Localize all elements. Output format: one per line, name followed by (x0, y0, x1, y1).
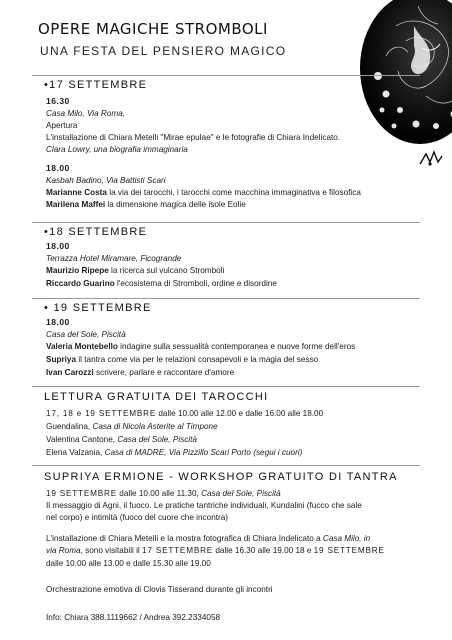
day1-date: •17 SETTEMBRE (44, 79, 148, 91)
speaker-name: Maurizio Ripepe (46, 266, 109, 275)
day1-speaker (46, 199, 246, 210)
day1-event1-line: Clara Lowry, una biografia immaginaria (46, 145, 188, 154)
day3-place: Casa del Sole, Piscità (46, 330, 126, 339)
tarot-reader: Guendalina, Casa di Nicola Asterite al Timpone (46, 422, 218, 431)
tantra-date: 19 SETTEMBRE dalle 10.00 alle 11.30, Casa del Sole, Piscità (46, 489, 281, 498)
speaker-name: Valeria Montebello (46, 342, 118, 351)
speaker-topic: la dimensione magica delle isole Eolie (105, 200, 246, 209)
tantra-heading: SUPRIYA ERMIONE - WORKSHOP GRATUITO DI TANTRA (44, 471, 398, 483)
day2-place: Terrazza Hotel Miramare, Ficogrande (46, 254, 182, 263)
tarot-reader: Valentina Cantone, Casa del Sole, Piscità (46, 435, 197, 444)
installation-info: via Roma, sono visitabili il 17 SETTEMBRE dalle 16.30 alle 19.00 18 e 19 SETTEMBRE (46, 546, 385, 555)
day1-event2-place: Kasbah Badino, Via Battisti Scari (46, 176, 166, 185)
speaker-topic: la ricerca sul vulcano Stromboli (108, 266, 225, 275)
day3-speaker (46, 367, 234, 378)
speaker-name: Marianne Costa (46, 188, 107, 197)
speaker-topic: il tantra come via per le relazioni consapevoli e la magia del sesso (76, 355, 319, 364)
day2-time: 18.00 (46, 241, 70, 251)
divider (32, 75, 420, 76)
day1-event2-time: 18.00 (46, 163, 70, 173)
tarot-dates: 17, 18 e 19 SETTEMBRE dalle 10.00 alle 12.00 e dalle 16.00 alle 18.00 (46, 409, 324, 418)
day2-speaker (46, 265, 224, 276)
small-creature-icon (418, 150, 444, 168)
installation-info: dalle 10.00 alle 13.00 e dalle 15.30 alle 19.00 (46, 559, 211, 568)
speaker-name: Riccardo Guarino (46, 279, 115, 288)
speaker-topic: scrivere, parlare e raccontare d'amore (93, 368, 235, 377)
tarot-reader: Elena Valzania, Casa di MADRE, Via Pizzillo Scari Porto (segui i cuori) (46, 448, 303, 457)
day1-event1-time: 16.30 (46, 96, 70, 106)
day3-date: • 19 SETTEMBRE (44, 302, 152, 314)
day2-speaker (46, 278, 277, 289)
day2-date: •18 SETTEMBRE (44, 226, 148, 238)
speaker-name: Ivan Carozzi (46, 368, 94, 377)
magic-sphere-illustration (356, 0, 452, 156)
contact-info: Info: Chiara 388.1119662 / Andrea 392.2334058 (46, 613, 221, 622)
day1-event1-place: Casa Milo, Via Roma, (46, 109, 126, 118)
day1-speaker (46, 187, 361, 198)
speaker-topic: l'ecosistema di Stromboli, ordine e disordine (114, 279, 277, 288)
divider (32, 386, 420, 387)
tantra-description: Il messaggio di Agni, il fuoco. Le pratiche tantriche individuali, Kundalini (fucco che sale (46, 501, 362, 510)
divider (32, 465, 420, 466)
speaker-topic: indagine sulla sessualità contemporanea e nuove forme dell'eros (117, 342, 356, 351)
divider (32, 222, 420, 223)
installation-info: L'installazione di Chiara Metelli e la mostra fotografica di Chiara Indelicato a Casa Milo, in (46, 534, 371, 543)
day3-speaker (46, 341, 355, 352)
day3-speaker (46, 354, 318, 365)
credit-line: Orchestrazione emotiva di Clovis Tisserand durante gli incontri (46, 585, 273, 594)
speaker-name: Supriya (46, 355, 77, 364)
speaker-topic: la via dei tarocchi, i tarocchi come macchina immaginativa e filosofica (106, 188, 361, 197)
day1-event1-line: L'installazione di Chiara Metelli "Mirae epulae" e le fotografie di Chiara Indelicato. (46, 133, 341, 142)
speaker-name: Marilena Maffei (46, 200, 106, 209)
day3-time: 18.00 (46, 317, 70, 327)
divider (32, 298, 420, 299)
page-title: OPERE MAGICHE STROMBOLI (38, 20, 268, 38)
tantra-description: nel corpo) e intimità (fuoco del cuore che incontra) (46, 513, 229, 522)
tarot-heading: LETTURA GRATUITA DEI TAROCCHI (44, 391, 269, 403)
page-subtitle: UNA FESTA DEL PENSIERO MAGICO (40, 44, 287, 58)
day1-event1-line: Apertura (46, 121, 78, 130)
